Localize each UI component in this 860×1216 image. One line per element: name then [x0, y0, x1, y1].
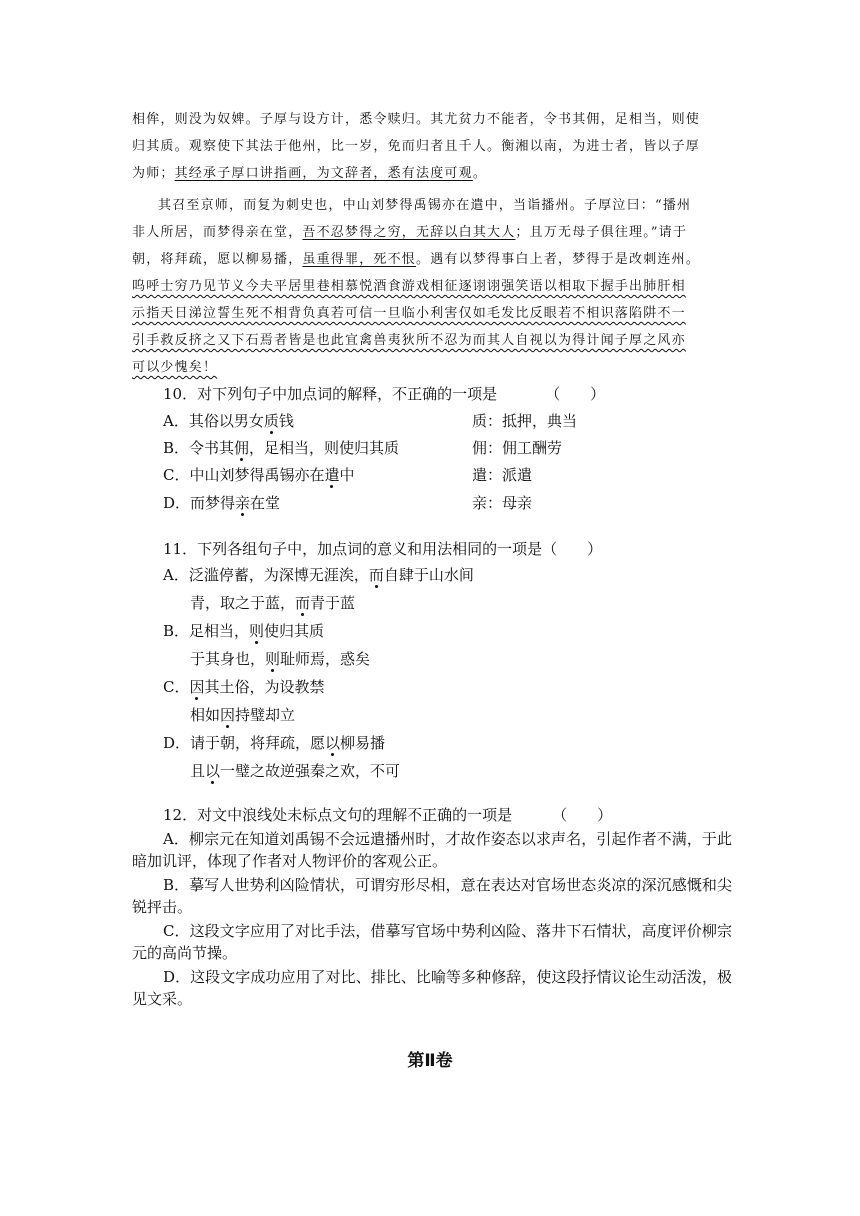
- dotted-word: 质: [263, 412, 279, 430]
- q12-option-d: D．这段文字成功应用了对比、排比、比喻等多种修辞，使这段抒情议论生动活泼，极见文采。: [132, 968, 732, 1008]
- dotted-word: 则: [249, 622, 265, 640]
- option-text: 在堂: [250, 494, 281, 512]
- q11-option-d-line2: [190, 760, 400, 781]
- q11-option-a-line2: [190, 592, 355, 613]
- wavy-underlined: 示指天日涕泣誓生死不相背负真若可信一旦临小利害仅如毛发比反眼若不相识落陷阱不一: [132, 306, 686, 321]
- question-text: 10．对下列句子中加点词的解释，不正确的一项是: [163, 385, 498, 403]
- answer-blank: （ ）: [542, 540, 603, 558]
- dotted-word: 佣: [234, 439, 250, 457]
- passage-line: [132, 160, 732, 187]
- wavy-line-text: [132, 300, 732, 327]
- passage-text: ；且万无母子俱往理。”请于: [515, 225, 688, 240]
- option-text: 柳易播: [340, 734, 386, 752]
- option-text: 青，取之于蓝，: [190, 594, 296, 612]
- option-text: 其土俗，为设教禁: [204, 678, 325, 696]
- dotted-word: 则: [265, 650, 281, 668]
- question-text: 11．下列各组句子中，加点词的意义和用法相同的一项是: [163, 540, 543, 558]
- passage-line: 其召至京师，而复为刺史也，中山刘梦得禹锡亦在遣中，当诣播州。子厚泣曰：“播州: [158, 198, 692, 213]
- q11-option-b-line2: [190, 648, 370, 669]
- option-text: 耻师焉，惑矣: [280, 650, 371, 668]
- underlined-sentence: 吾不忍梦得之穷，无辞以白其大人: [302, 225, 516, 240]
- option-text: D．而梦得: [163, 494, 236, 512]
- q10-option-d: [163, 492, 533, 513]
- option-text: 青于蓝: [310, 594, 356, 612]
- dotted-word: 而: [295, 594, 311, 612]
- q10-option-c: [163, 464, 533, 485]
- q11-option-b: [163, 620, 324, 641]
- passage-line: [132, 246, 732, 273]
- option-text: 使归其质: [264, 622, 325, 640]
- q10-option-b: [163, 437, 563, 458]
- question-10-stem: [163, 380, 605, 408]
- option-text: C．: [163, 678, 190, 696]
- option-text: A．泛滥停蓄，为深博无涯涘，: [163, 566, 369, 584]
- option-text: B．足相当，: [163, 622, 250, 640]
- dotted-word: 因: [189, 678, 205, 696]
- passage-line: [132, 219, 732, 246]
- answer-blank: （ ）: [545, 385, 606, 403]
- q11-option-a: [163, 564, 474, 585]
- option-text: 于其身也，: [190, 650, 266, 668]
- dotted-word: 因: [220, 706, 236, 724]
- dotted-word: 亲: [235, 494, 251, 512]
- dotted-word: 以: [325, 734, 341, 752]
- question-11-stem: [163, 535, 602, 563]
- underlined-sentence: 其经承子厚口讲指画，为文辞者，悉有法度可观: [174, 166, 473, 181]
- option-gloss: 佣：佣工酬劳: [472, 439, 563, 457]
- option-text: 相如: [190, 706, 221, 724]
- option-text: A．其俗以男女: [163, 412, 264, 430]
- passage-text: 朝，将拜疏，愿以柳易播，: [132, 252, 303, 267]
- option-text: D．请于朝，将拜疏，愿: [163, 734, 326, 752]
- option-text: B．令书其: [163, 439, 235, 457]
- q10-option-a: [163, 410, 578, 431]
- option-text: 且: [190, 762, 206, 780]
- dotted-word: 遣: [324, 466, 340, 484]
- question-text: 12．对文中浪线处未标点文句的理解不正确的一项是: [163, 806, 513, 824]
- option-text: 持璧却立: [235, 706, 296, 724]
- question-12-stem: [163, 801, 612, 829]
- option-text: 自肆于山水间: [383, 566, 474, 584]
- option-text: 一璧之故逆强秦之欢，不可: [220, 762, 401, 780]
- underlined-sentence: 虽重得罪，死不恨: [302, 252, 417, 267]
- wavy-underlined: 引手救反挤之又下石焉者皆是也此宜禽兽夷狄所不忍为而其人自视以为得计闻子厚之风亦: [132, 333, 686, 348]
- dotted-word: 以: [205, 762, 221, 780]
- option-text: ，足相当，则使归其质: [249, 439, 400, 457]
- q12-option-c: C．这段文字应用了对比手法，借摹写官场中势利凶险、落井下石情状，高度评价柳宗元的高尚节操。: [132, 922, 732, 962]
- q11-option-c-line2: [190, 704, 295, 725]
- option-text: 中: [339, 466, 355, 484]
- wavy-underlined: 呜呼士穷乃见节义今夫平居里巷相慕悦酒食游戏相征逐诩诩强笑语以相取下握手出肺肝相: [132, 279, 686, 294]
- passage-text: 。遇有以梦得事白上者，梦得于是改刺连州。: [416, 252, 701, 267]
- option-text: 钱: [278, 412, 294, 430]
- dotted-word: 而: [368, 566, 384, 584]
- q12-option-a: A．柳宗元在知道刘禹锡不会远遣播州时，才故作姿态以求声名，引起作者不满，于此暗加讥评，体现了作者对人物评价的客观公正。: [132, 830, 732, 870]
- passage-line: 相侔，则没为奴婢。子厚与设方计，悉令赎归。其尤贫力不能者，令书其佣，足相当，则使: [132, 112, 701, 127]
- passage-line: 归其质。观察使下其法于他州，比一岁，免而归者且千人。衡湘以南，为进士者，皆以子厚: [132, 139, 701, 154]
- wavy-line-text: [132, 354, 732, 381]
- q12-option-b: B．摹写人世势利凶险情状，可谓穷形尽相，意在表达对官场世态炎凉的深沉感慨和尖锐抨击。: [132, 876, 732, 916]
- passage-text: 为师；: [132, 166, 175, 181]
- q11-option-d: [163, 732, 385, 753]
- passage-text: 非人所居，而梦得亲在堂，: [132, 225, 303, 240]
- passage-text: 。: [472, 166, 488, 181]
- option-gloss: 遣：派遣: [472, 466, 533, 484]
- wavy-line-text: [132, 327, 732, 354]
- wavy-line-text: [132, 273, 732, 300]
- answer-blank: （ ）: [552, 806, 613, 824]
- option-text: C．中山刘梦得禹锡亦在: [163, 466, 325, 484]
- option-gloss: 亲：母亲: [472, 494, 533, 512]
- section-title: 第Ⅱ卷: [407, 1051, 453, 1071]
- option-gloss: 质：抵押，典当: [472, 412, 578, 430]
- q11-option-c: [163, 676, 325, 697]
- wavy-underlined: 可以少愧矣！: [132, 360, 218, 375]
